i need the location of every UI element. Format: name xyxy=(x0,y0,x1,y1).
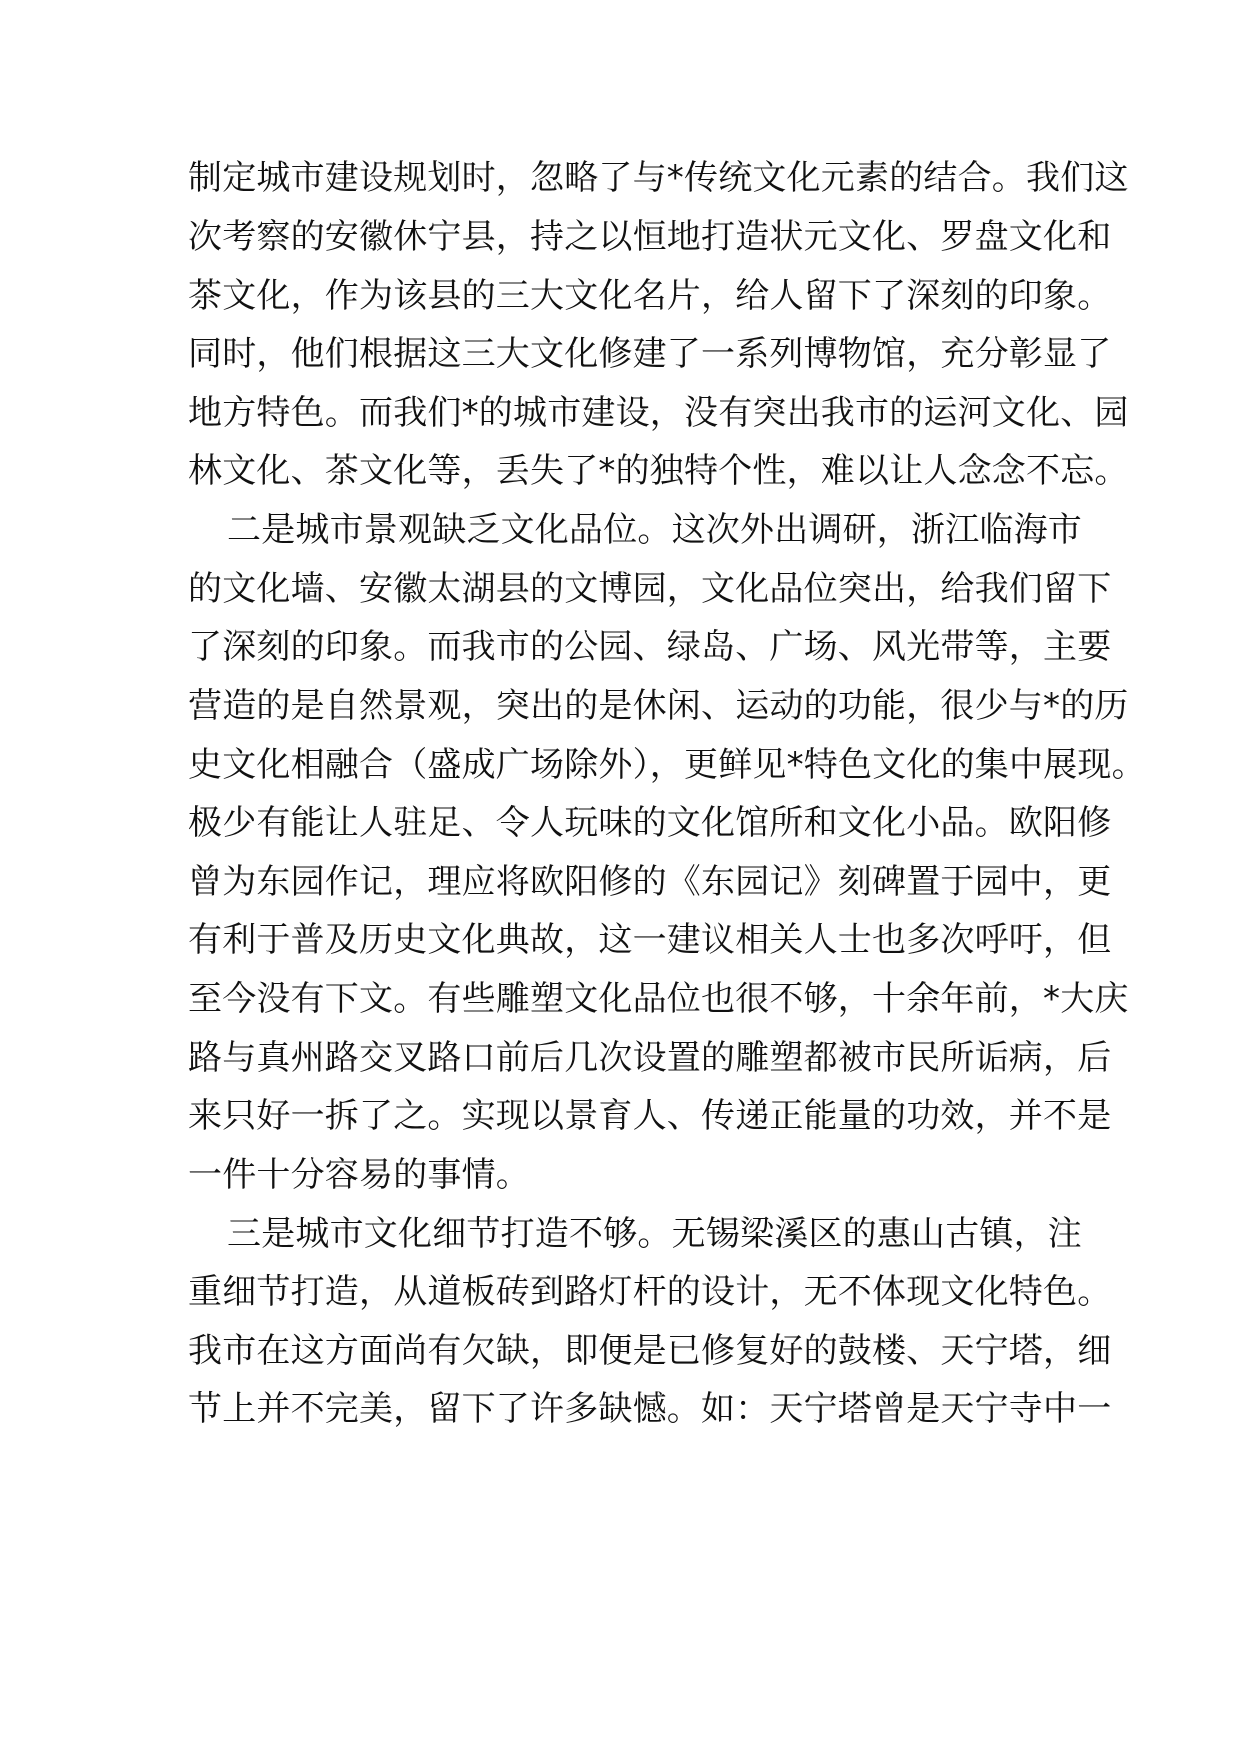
text-line: 有利于普及历史文化典故，这一建议相关人士也多次呼吁，但 xyxy=(188,920,1112,960)
text-line: 一件十分容易的事情。 xyxy=(188,1155,530,1195)
text-line: 地方特色。而我们*的城市建设，没有突出我市的运河文化、园 xyxy=(188,393,1129,433)
text-line: 来只好一拆了之。实现以景育人、传递正能量的功效，并不是 xyxy=(188,1096,1112,1136)
text-line: 的文化墙、安徽太湖县的文博园，文化品位突出，给我们留下 xyxy=(188,569,1112,609)
text-line: 茶文化，作为该县的三大文化名片，给人留下了深刻的印象。 xyxy=(188,276,1112,316)
text-line: 林文化、茶文化等，丢失了*的独特个性，难以让人念念不忘。 xyxy=(188,451,1129,491)
text-line: 营造的是自然景观，突出的是休闲、运动的功能，很少与*的历 xyxy=(188,686,1129,726)
text-line: 极少有能让人驻足、令人玩味的文化馆所和文化小品。欧阳修 xyxy=(188,803,1112,843)
text-line: 制定城市建设规划时，忽略了与*传统文化元素的结合。我们这 xyxy=(188,158,1129,198)
text-line: 同时，他们根据这三大文化修建了一系列博物馆，充分彰显了 xyxy=(188,334,1112,374)
text-line: 我市在这方面尚有欠缺，即便是已修复好的鼓楼、天宁塔，细 xyxy=(188,1331,1112,1371)
paragraph-first-line: 二是城市景观缺乏文化品位。这次外出调研，浙江临海市 xyxy=(227,510,1082,550)
text-line: 路与真州路交叉路口前后几次设置的雕塑都被市民所诟病，后 xyxy=(188,1038,1112,1078)
text-line: 史文化相融合（盛成广场除外），更鲜见*特色文化的集中展现。 xyxy=(188,745,1146,785)
text-line: 曾为东园作记，理应将欧阳修的《东园记》刻碑置于园中，更 xyxy=(188,862,1112,902)
text-line: 次考察的安徽休宁县，持之以恒地打造状元文化、罗盘文化和 xyxy=(188,217,1112,257)
text-line: 至今没有下文。有些雕塑文化品位也很不够，十余年前，*大庆 xyxy=(188,979,1129,1019)
paragraph-first-line: 三是城市文化细节打造不够。无锡梁溪区的惠山古镇，注 xyxy=(227,1214,1082,1254)
text-line: 重细节打造，从道板砖到路灯杆的设计，无不体现文化特色。 xyxy=(188,1272,1112,1312)
text-line: 了深刻的印象。而我市的公园、绿岛、广场、风光带等，主要 xyxy=(188,627,1112,667)
text-line: 节上并不完美，留下了许多缺憾。如：天宁塔曾是天宁寺中一 xyxy=(188,1389,1112,1429)
